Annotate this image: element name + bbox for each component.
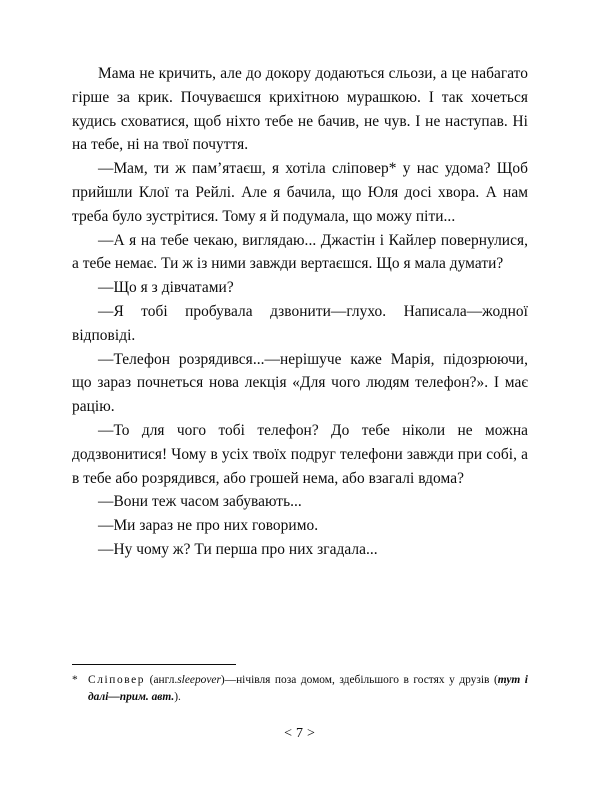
page-number: 7 — [296, 726, 304, 741]
paragraph: —То для чого тобі телефон? До тебе ніколи не можна додзвонитися! Чому в усіх твоїх подруг телефони завжди при собі, а в тебе або розрядився, або грошей нема, або взагалі вдома? — [72, 421, 528, 487]
paragraph: —А я на тебе чекаю, виглядаю... Джастін і Кайлер повернулися, а тебе немає. Ти ж із ними завжди вертаєшся. Що я мала думати? — [72, 231, 528, 273]
footnote-text — [88, 672, 528, 707]
footnote-note-close: ). — [174, 691, 181, 704]
page-folio — [0, 726, 600, 742]
footnote-paren-close: ) — [220, 674, 225, 686]
paragraph: —Мам, ти ж пам’ятаєш, я хотіла сліповер* у нас удома? Щоб прийшли Клої та Рейлі. Але я бачила, що Юля досі хвора. А нам треба було зустрітися. Тому я й подумала, що можу піти... — [72, 160, 528, 225]
footnote — [72, 672, 528, 707]
footnote-paren-open: (англ. — [149, 674, 178, 686]
footnote-definition: —нічівля поза домом, здебільшого в гостях у друзів — [224, 674, 490, 686]
paragraph: —Ну чому ж? Ти перша про них згадала... — [98, 540, 378, 558]
paragraph: —Що я з дівчатами? — [98, 279, 234, 297]
footnote-term: Сліповер — [88, 674, 146, 686]
paragraph: —Вони теж часом забувають... — [98, 493, 302, 511]
paragraph: —Ми зараз не про них говоримо. — [98, 517, 319, 535]
folio-left-ornament: < — [284, 726, 293, 741]
footnote-note-open: ( — [493, 674, 498, 686]
footnote-italic-word: sleepover — [177, 674, 221, 686]
folio-right-ornament: > — [307, 726, 316, 741]
footnote-marker: * — [72, 674, 78, 686]
body-text — [72, 62, 528, 562]
paragraph: —Телефон розрядився...—нерішуче каже Марія, підозрюючи, що зараз почнеться нова лекція «Для чого людям телефон?». І має рацію. — [72, 350, 528, 416]
paragraph: Мама не кричить, але до докору додаються сльози, а це набагато гірше за крик. Почуваєшся крихітною мурашкою. І так хочеться кудись сховатися, щоб ніхто тебе не бачив, не чув. І не наступав. Ні на тебе, ні на твої почуття. — [72, 65, 528, 154]
paragraph: —Я тобі пробувала дзвонити—глухо. Написала—жодної відповіді. — [72, 302, 528, 344]
footnote-divider — [72, 664, 236, 665]
footnote-note-italic: тут і далі—прим. авт. — [88, 674, 528, 704]
